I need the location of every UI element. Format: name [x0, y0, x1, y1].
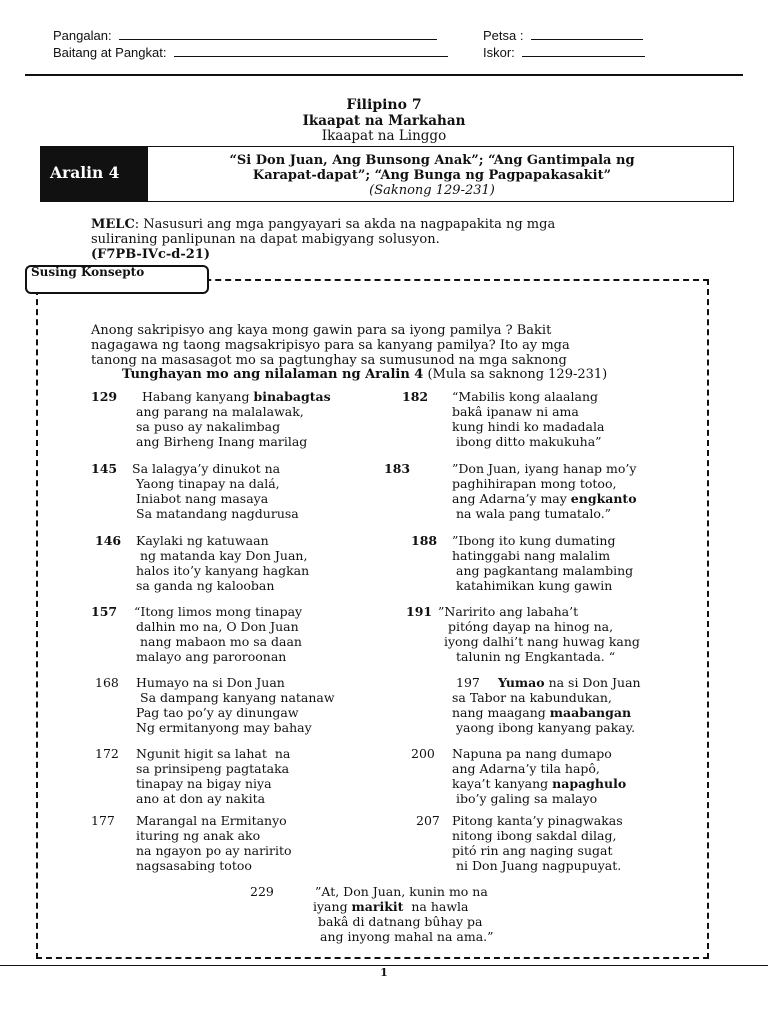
verse-183-l3b: engkanto [570, 491, 637, 506]
score-field[interactable] [522, 45, 645, 57]
verse-207-line4: ni Don Juang nagpupuyat. [456, 858, 622, 873]
melc-line1 [91, 217, 555, 232]
verse-172-line4: ano at don ay nakita [136, 791, 266, 806]
subject-title: Filipino 7 [346, 97, 422, 113]
verse-129-line1 [142, 389, 331, 404]
verse-191-line3: iyong dalhi’t nang huwag kang [444, 634, 640, 649]
grade-row [53, 45, 448, 60]
verse-200-line2: ang Adarna’y tila hapô, [452, 761, 600, 776]
verse-129-l1b: binabagtas [253, 389, 331, 404]
verse-129-line2: ang parang na malalawak, [136, 404, 304, 419]
lesson-label: Aralin 4 [50, 163, 120, 182]
verse-172-line1: Ngunit higit sa lahat na [136, 746, 291, 761]
verse-191-line4: talunin ng Engkantada. “ [456, 649, 616, 664]
verse-188-number: 188 [411, 533, 438, 548]
lesson-title-line2: Karapat-dapat”; “Ang Bunga ng Pagpapakasakit” [252, 168, 612, 183]
verse-182-line4: ibong ditto makukuha” [456, 434, 602, 449]
verse-157-line3: nang mabaon mo sa daan [140, 634, 302, 649]
verse-229-l2c: na hawla [403, 899, 469, 914]
verse-146-line4: sa ganda ng kalooban [136, 578, 275, 593]
verse-200-line3 [452, 776, 626, 791]
verse-200-l3a: kaya’t kanyang [452, 776, 553, 791]
concept-label: Susing Konsepto [31, 265, 145, 279]
verse-177-line1: Marangal na Ermitanyo [136, 813, 287, 828]
verse-168-line3: Pag tao po’y ay dinungaw [136, 705, 299, 720]
verse-146-line1: Kaylaki ng katuwaan [136, 533, 269, 548]
date-field[interactable] [531, 28, 643, 40]
verse-183-line1: ”Don Juan, iyang hanap mo’y [452, 461, 637, 476]
verse-145-line1: Sa lalagya’y dinukot na [132, 461, 281, 476]
melc-text1: : Nasusuri ang mga pangyayari sa akda na nagpapakita ng mga [134, 217, 556, 232]
verse-168-line2: Sa dampang kanyang natanaw [140, 690, 335, 705]
verse-191-number: 191 [406, 604, 433, 619]
verse-129-line4: ang Birheng Inang marilag [136, 434, 308, 449]
verse-197-line1 [498, 675, 641, 690]
verse-183-line3 [452, 491, 637, 506]
melc-label: MELC [91, 217, 135, 232]
date-label: Petsa : [483, 28, 524, 43]
verse-197-line4: yaong ibong kanyang pakay. [456, 720, 636, 735]
verse-145-line2: Yaong tinapay na dalá, [136, 476, 280, 491]
verse-207-number: 207 [416, 813, 440, 828]
verse-177-line3: na ngayon po ay naririto [136, 843, 292, 858]
intro-line1: Anong sakripisyo ang kaya mong gawin para sa iyong pamilya ? Bakit [91, 323, 552, 338]
verse-197-l1b: na si Don Juan [544, 675, 641, 690]
verse-229-line1: ”At, Don Juan, kunin mo na [315, 884, 488, 899]
verse-207-line2: nitong ibong sakdal dilag, [452, 828, 617, 843]
verse-197-l3b: maabangan [549, 705, 632, 720]
verse-188-line2: hatinggabi nang malalim [452, 548, 611, 563]
verse-197-l3a: nang maagang [452, 705, 550, 720]
verse-146-line2: ng matanda kay Don Juan, [140, 548, 308, 563]
grade-field[interactable] [174, 45, 448, 57]
verse-145-line3: Iniabot nang masaya [136, 491, 269, 506]
verse-182-number: 182 [402, 389, 429, 404]
name-row [53, 28, 437, 43]
verse-168-line4: Ng ermitanyong may bahay [136, 720, 312, 735]
verse-197-l1a: Yumao [498, 675, 545, 690]
verse-129-number: 129 [91, 389, 118, 404]
score-row [483, 45, 645, 60]
verse-157-number: 157 [91, 604, 118, 619]
verse-157-line2: dalhin mo na, O Don Juan [136, 619, 299, 634]
verse-177-line4: nagsasabing totoo [136, 858, 252, 873]
verse-145-number: 145 [91, 461, 118, 476]
intro-range: (Mula sa saknong 129-231) [423, 367, 608, 382]
verse-191-line2: pitóng dayap na hinog na, [448, 619, 614, 634]
verse-197-line3 [452, 705, 631, 720]
verse-183-l3a: ang Adarna’y may [452, 491, 571, 506]
verse-229-l2b: marikit [351, 899, 404, 914]
verse-177-number: 177 [91, 813, 115, 828]
name-label: Pangalan: [53, 28, 112, 43]
verse-188-line4: katahimikan kung gawin [456, 578, 613, 593]
verse-229-number: 229 [250, 884, 274, 899]
verse-182-line3: kung hindi ko madadala [452, 419, 605, 434]
verse-183-line2: paghihirapan mong totoo, [452, 476, 617, 491]
verse-197-line2: sa Tabor na kabundukan, [452, 690, 612, 705]
verse-188-line3: ang pagkantang malambing [456, 563, 634, 578]
verse-229-l2a: iyang [313, 899, 352, 914]
verse-191-line1: ”Naririto ang labaha’t [438, 604, 579, 619]
quarter-title: Ikaapat na Markahan [302, 113, 466, 129]
grade-label: Baitang at Pangkat: [53, 45, 167, 60]
verse-146-number: 146 [95, 533, 122, 548]
name-field[interactable] [119, 28, 437, 40]
intro-line3: tanong na masasagot mo sa pagtunghay sa sumusunod na mga saknong [91, 353, 567, 368]
verse-177-line2: ituring ng anak ako [136, 828, 261, 843]
verse-200-line1: Napuna pa nang dumapo [452, 746, 612, 761]
verse-145-line4: Sa matandang nagdurusa [136, 506, 299, 521]
score-label: Iskor: [483, 45, 515, 60]
intro-line4 [122, 367, 607, 382]
melc-code: (F7PB-IVc-d-21) [91, 247, 211, 262]
intro-bold: Tunghayan mo ang nilalaman ng Aralin 4 [122, 367, 424, 382]
verse-172-line3: tinapay na bigay niya [136, 776, 272, 791]
verse-172-line2: sa prinsipeng pagtataka [136, 761, 290, 776]
verse-168-line1: Humayo na si Don Juan [136, 675, 285, 690]
verse-157-line1: “Itong limos mong tinapay [134, 604, 303, 619]
verse-157-line4: malayo ang paroroonan [136, 649, 287, 664]
verse-200-number: 200 [411, 746, 435, 761]
verse-229-line2 [313, 899, 468, 914]
verse-207-line3: pitó rin ang naging sugat [452, 843, 613, 858]
verse-229-line4: ang inyong mahal na ama.” [320, 929, 494, 944]
verse-229-line3: bakâ di datnang bûhay pa [318, 914, 483, 929]
verse-129-line3: sa puso ay nakalimbag [136, 419, 281, 434]
intro-line2: nagagawa ng taong magsakripisyo para sa kanyang pamilya? Ito ay mga [91, 338, 570, 353]
lesson-title-line1: “Si Don Juan, Ang Bunsong Anak”; “Ang Gantimpala ng [229, 153, 635, 168]
verse-129-l1a: Habang kanyang [142, 389, 254, 404]
verse-182-line1: “Mabilis kong alaalang [452, 389, 599, 404]
page-number: 1 [380, 966, 388, 979]
lesson-stanzas: (Saknong 129-231) [369, 183, 495, 198]
melc-text2: suliraning panlipunan na dapat mabigyang solusyon. [91, 232, 440, 247]
verse-182-line2: bakâ ipanaw ni ama [452, 404, 579, 419]
verse-172-number: 172 [95, 746, 119, 761]
verse-200-line4: ibo’y galing sa malayo [456, 791, 598, 806]
verse-207-line1: Pitong kanta’y pinagwakas [452, 813, 623, 828]
date-row [483, 28, 643, 43]
verse-168-number: 168 [95, 675, 119, 690]
week-title: Ikaapat na Linggo [321, 128, 447, 144]
verse-183-number: 183 [384, 461, 411, 476]
verse-146-line3: halos ito’y kanyang hagkan [136, 563, 310, 578]
verse-188-line1: ”Ibong ito kung dumating [452, 533, 616, 548]
verse-183-line4: na wala pang tumatalo.” [456, 506, 612, 521]
verse-197-number: 197 [456, 675, 480, 690]
header-divider [25, 74, 743, 76]
verse-200-l3b: napaghulo [552, 776, 627, 791]
